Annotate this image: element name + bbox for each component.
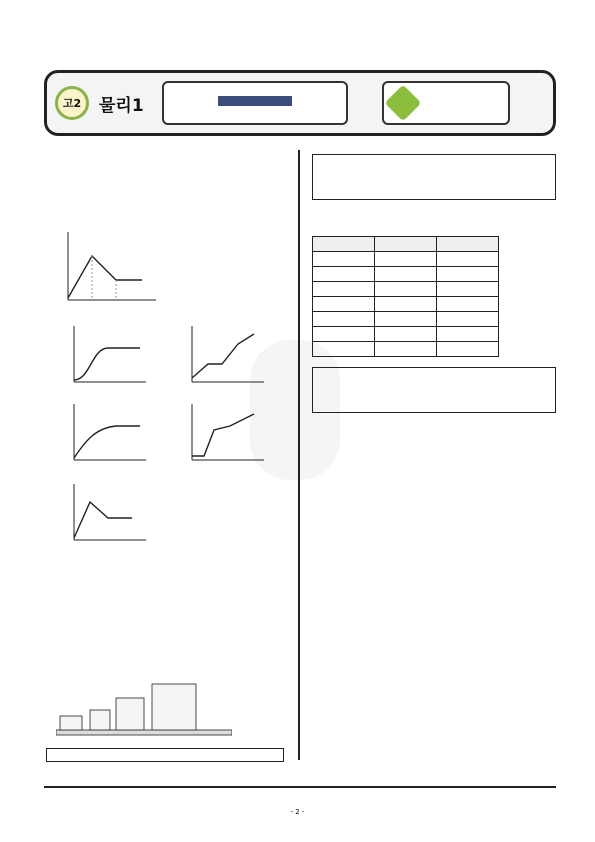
table-header-row	[313, 237, 499, 252]
subject-title: 물리1	[99, 95, 144, 116]
logo-box	[382, 81, 510, 125]
question-2-condition-box	[46, 748, 284, 762]
choices-1	[322, 206, 556, 210]
question-4-box	[312, 367, 556, 413]
table-row	[313, 312, 499, 327]
grade-badge: 고2	[55, 86, 89, 120]
choices-2	[322, 419, 556, 423]
footer-divider	[44, 786, 556, 788]
left-column	[46, 158, 284, 164]
logo-icon	[384, 85, 421, 122]
table-row	[313, 297, 499, 312]
table-row	[313, 327, 499, 342]
graph-option-d	[178, 400, 268, 466]
table-row	[313, 252, 499, 267]
exam-title-box	[162, 81, 348, 125]
blocks-diagram	[56, 676, 232, 740]
table-row	[313, 267, 499, 282]
graph-option-c	[60, 400, 150, 466]
graph-option-a	[60, 322, 150, 388]
table-header	[313, 237, 375, 252]
right-column	[312, 148, 556, 457]
table-row	[313, 342, 499, 357]
page-header	[44, 70, 556, 136]
question-3-box	[312, 154, 556, 200]
graph-option-b	[178, 322, 268, 388]
table-header	[437, 237, 499, 252]
page-number: - 2 -	[290, 808, 305, 816]
graph-main	[52, 228, 162, 308]
column-divider	[298, 150, 300, 760]
data-table	[312, 236, 499, 357]
table-header	[375, 237, 437, 252]
table-row	[313, 282, 499, 297]
graph-option-e	[60, 480, 150, 546]
exam-title-bar	[218, 96, 292, 106]
